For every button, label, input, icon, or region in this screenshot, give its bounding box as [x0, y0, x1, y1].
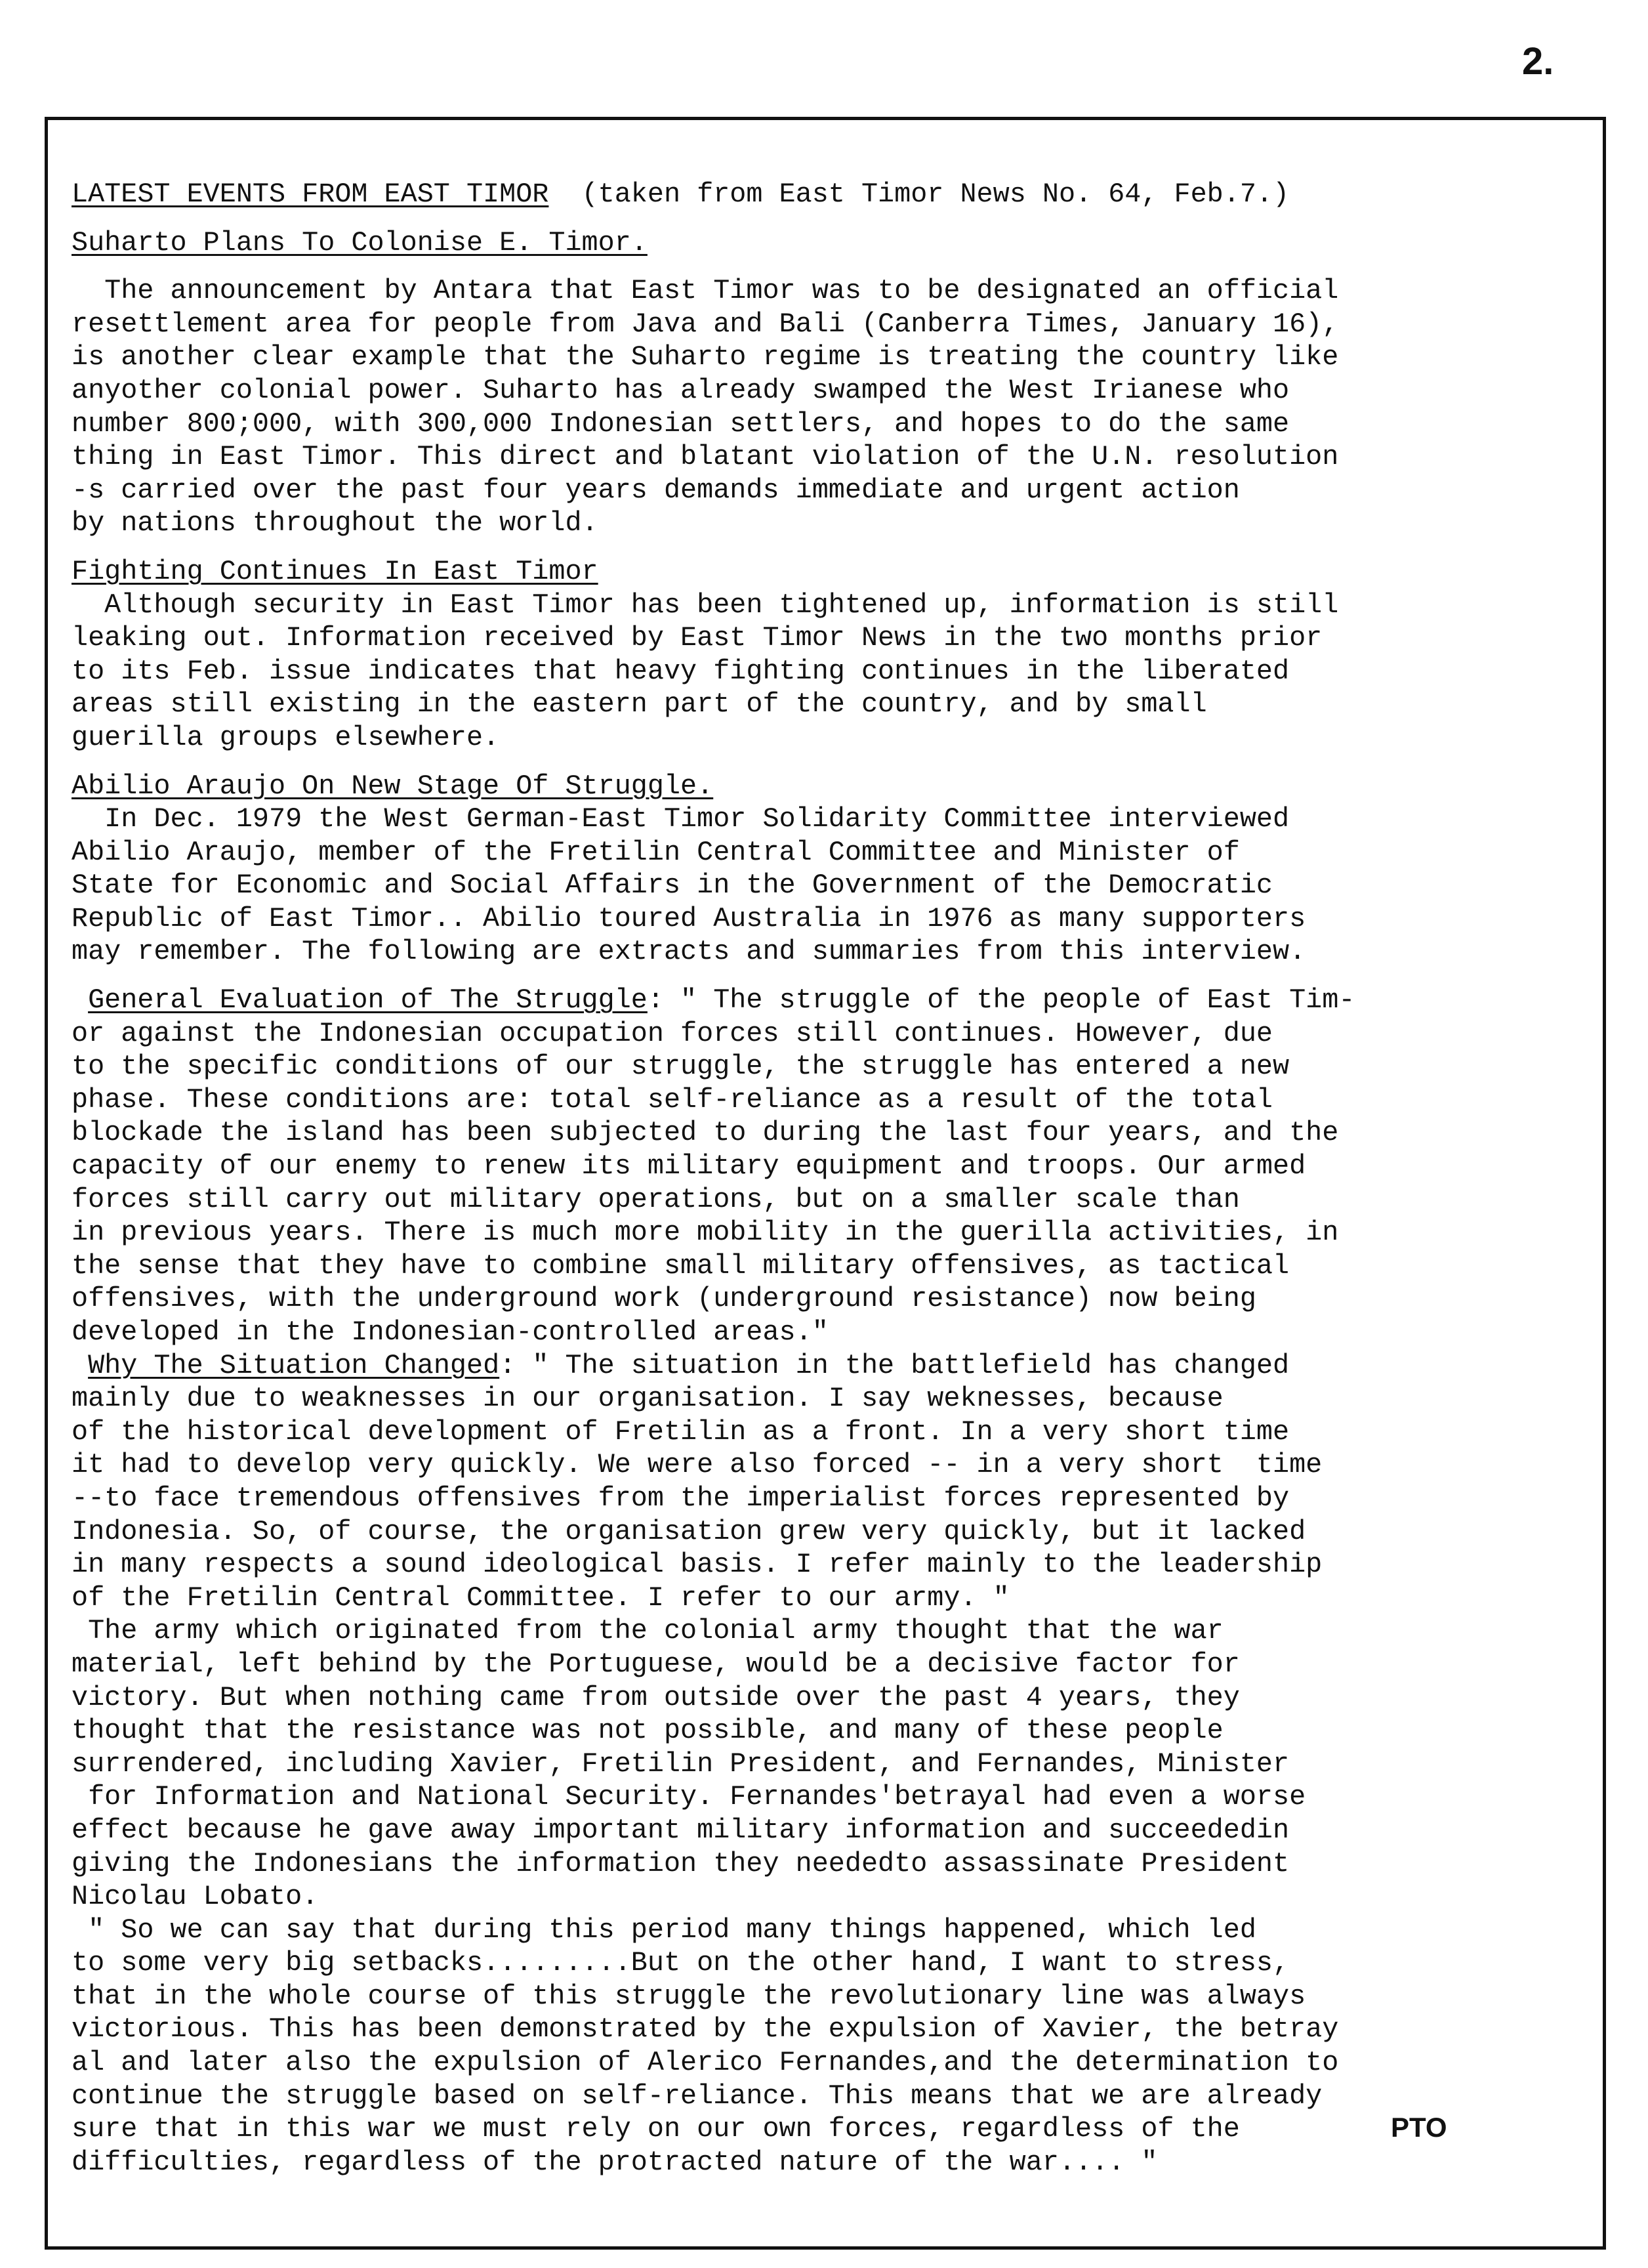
paragraph-line: blockade the island has been subjected to during the last four years, and the — [72, 1117, 1339, 1149]
subsection-first-line — [72, 984, 1594, 1017]
paragraph-line: " So we can say that during this period many things happened, which led — [72, 1914, 1256, 1946]
paragraph-line: The announcement by Antara that East Timor was to be designated an official — [72, 275, 1339, 307]
paragraph-line: by nations throughout the world. — [72, 507, 598, 539]
paragraph-line: al and later also the expulsion of Alerico Fernandes,and the determination to — [72, 2047, 1339, 2079]
paragraph-line: is another clear example that the Suharto regime is treating the country like — [72, 341, 1339, 373]
paragraph-line: effect because he gave away important military information and succeededin — [72, 1814, 1290, 1846]
paragraph-line: thought that the resistance was not possible, and many of these people — [72, 1715, 1224, 1747]
paragraph-line: --to face tremendous offensives from the imperialist forces represented by — [72, 1482, 1290, 1514]
paragraph-text: : " The situation in the battlefield has changed — [499, 1349, 1290, 1381]
paragraph-line: phase. These conditions are: total self-reliance as a result of the total — [72, 1083, 1273, 1116]
paragraph-line: surrendered, including Xavier, Fretilin President, and Fernandes, Minister — [72, 1748, 1290, 1780]
paragraph-line: in previous years. There is much more mobility in the guerilla activities, in — [72, 1217, 1339, 1249]
paragraph-line: leaking out. Information received by East Timor News in the two months prior — [72, 622, 1323, 654]
paragraph-line: in many respects a sound ideological basis. I refer mainly to the leadership — [72, 1549, 1323, 1581]
paragraph-line: Indonesia. So, of course, the organisation grew very quickly, but it lacked — [72, 1515, 1306, 1547]
paragraph-line: anyother colonial power. Suharto has already swamped the West Irianese who — [72, 374, 1290, 406]
paragraph-line: victorious. This has been demonstrated by the expulsion of Xavier, the betray — [72, 2013, 1339, 2046]
subsection-first-line — [72, 1349, 1594, 1383]
paragraph-line: guerilla groups elsewhere. — [72, 721, 500, 753]
paragraph-text: : " The struggle of the people of East Tim- — [647, 984, 1355, 1017]
paragraph-line: thing in East Timor. This direct and blatant violation of the U.N. resolution — [72, 441, 1339, 473]
paragraph-line: to some very big setbacks.........But on the other hand, I want to stress, — [72, 1947, 1290, 1979]
paragraph-line: to its Feb. issue indicates that heavy fighting continues in the liberated — [72, 655, 1290, 687]
paragraph-line: resettlement area for people from Java and Bali (Canberra Times, January 16), — [72, 308, 1339, 340]
paragraph-line: forces still carry out military operations, but on a smaller scale than — [72, 1183, 1240, 1215]
header-line — [72, 178, 1594, 211]
paragraph-line: capacity of our enemy to renew its military equipment and troops. Our armed — [72, 1150, 1306, 1183]
paragraph-line: to the specific conditions of our struggle, the struggle has entered a new — [72, 1051, 1290, 1083]
paragraph-line: sure that in this war we must rely on our own forces, regardless of the — [72, 2113, 1240, 2145]
paragraph-line: Although security in East Timor has been tightened up, information is still — [72, 589, 1339, 621]
subsection-heading: General Evaluation of The Struggle — [88, 984, 648, 1017]
paragraph-line: may remember. The following are extracts and summaries from this interview. — [72, 936, 1306, 968]
paragraph-line: of the historical development of Fretilin as a front. In a very short time — [72, 1416, 1290, 1448]
paragraph-line: victory. But when nothing came from outside over the past 4 years, they — [72, 1681, 1240, 1713]
pto-mark: PTO — [1391, 2112, 1447, 2143]
paragraph-line: giving the Indonesians the information they neededto assassinate President — [72, 1847, 1290, 1880]
paragraph-line: for Information and National Security. Fernandes'betrayal had even a worse — [72, 1781, 1306, 1813]
paragraph-line: or against the Indonesian occupation forces still continues. However, due — [72, 1017, 1273, 1049]
paragraph-line: The army which originated from the colonial army thought that the war — [72, 1615, 1224, 1647]
section-heading: Abilio Araujo On New Stage Of Struggle. — [72, 770, 714, 802]
paragraph-line: Nicolau Lobato. — [72, 1881, 319, 1913]
article-frame — [45, 117, 1606, 2250]
section-heading: Fighting Continues In East Timor — [72, 555, 598, 587]
article-body — [72, 178, 1594, 2179]
paragraph-line: that in the whole course of this struggle the revolutionary line was always — [72, 1980, 1306, 2012]
paragraph-line: the sense that they have to combine small military offensives, as tactical — [72, 1250, 1290, 1282]
paragraph-line: mainly due to weaknesses in our organisation. I say weknesses, because — [72, 1383, 1224, 1415]
source-note: (taken from East Timor News No. 64, Feb.7.) — [581, 178, 1290, 210]
paragraph-line: Republic of East Timor.. Abilio toured Australia in 1976 as many supporters — [72, 902, 1306, 934]
paragraph-line: developed in the Indonesian-controlled areas." — [72, 1316, 829, 1348]
paragraph-line: In Dec. 1979 the West German-East Timor Solidarity Committee interviewed — [72, 803, 1290, 835]
paragraph-line: continue the struggle based on self-reliance. This means that we are already — [72, 2080, 1323, 2112]
paragraph-line: areas still existing in the eastern part of the country, and by small — [72, 688, 1207, 721]
paragraph-line: offensives, with the underground work (underground resistance) now being — [72, 1283, 1256, 1315]
paragraph-line: Abilio Araujo, member of the Fretilin Central Committee and Minister of — [72, 836, 1240, 868]
main-headline: LATEST EVENTS FROM EAST TIMOR — [72, 178, 549, 210]
paragraph-line: it had to develop very quickly. We were also forced -- in a very short time — [72, 1449, 1323, 1481]
paragraph-line: -s carried over the past four years demands immediate and urgent action — [72, 474, 1240, 506]
subsection-heading: Why The Situation Changed — [88, 1349, 500, 1381]
page-number: 2. — [1522, 40, 1554, 83]
paragraph-line: difficulties, regardless of the protracted nature of the war.... " — [72, 2146, 1158, 2178]
paragraph-line: number 800;000, with 300,000 Indonesian settlers, and hopes to do the same — [72, 408, 1290, 440]
paragraph-line: material, left behind by the Portuguese, would be a decisive factor for — [72, 1648, 1240, 1680]
paragraph-line: of the Fretilin Central Committee. I refer to our army. " — [72, 1582, 1010, 1614]
section-heading: Suharto Plans To Colonise E. Timor. — [72, 226, 648, 259]
paragraph-line: State for Economic and Social Affairs in the Government of the Democratic — [72, 870, 1273, 902]
